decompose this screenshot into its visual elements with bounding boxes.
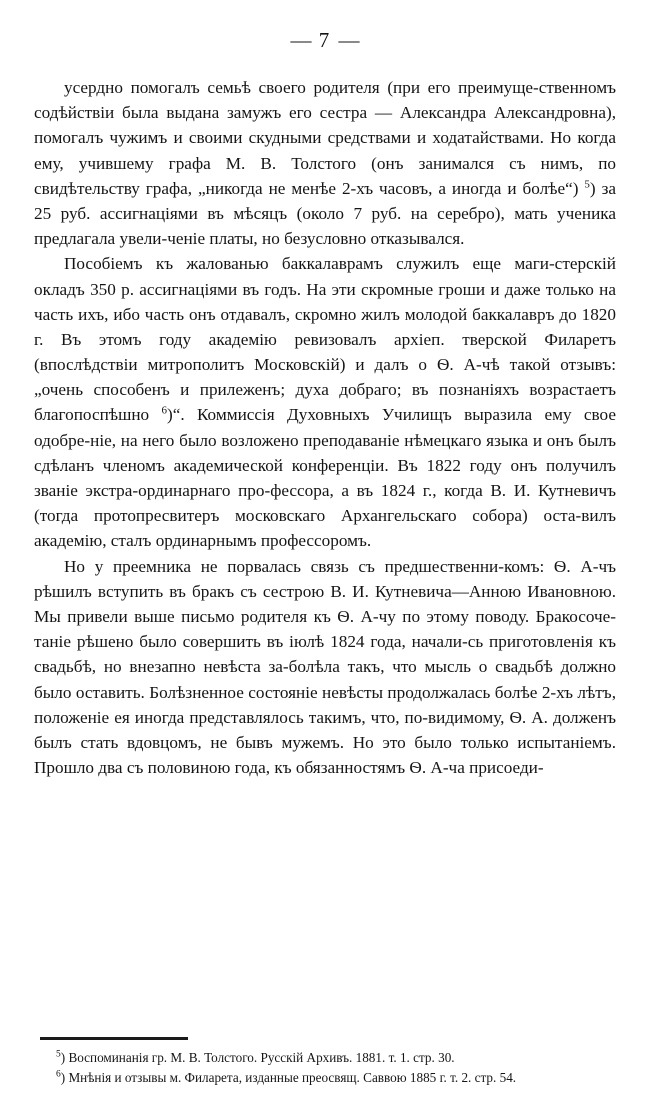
paragraph-3 <box>34 554 616 781</box>
paragraph-3-text: Но у преемника не порвалась связь съ предшественни-комъ: Ѳ. А-чъ рѣшилъ вступить въ бракъ съ сестрою В. И. Кутневича—Анною Ивановною. Мы привели выше письмо родителя къ Ѳ. А-чу по этому поводу. Бракосоче-таніе рѣшено было совершить въ іюлѣ 1824 года, начали-сь приготовленія къ свадьбѣ, но внезапно невѣста за-болѣла такъ, что мысль о свадьбѣ должно было оставить. Болѣзненное состояніе невѣсты продолжалась болѣе 2-хъ лѣтъ, положеніе ея иногда представлялось такимъ, что, по-видимому, Ѳ. А. долженъ былъ стать вдовцомъ, не бывъ мужемъ. Но это было только испытаніемъ. Прошло два съ половиною года, къ обязанностямъ Ѳ. А-ча присоеди- <box>34 556 616 778</box>
footnote-ref-6[interactable]: 6 <box>161 404 167 417</box>
footnote-divider <box>40 1037 188 1040</box>
footnote-area <box>34 1037 616 1089</box>
paragraph-2-text: Пособіемъ къ жалованью баккалаврамъ служилъ еще маги-стерскій окладъ 350 р. ассигнаціями въ годъ. На эти скромные гроши и даже только на часть ихъ, ибо часть онъ отдавалъ, скромно жилъ молодой баккалавръ до 1820 г. Въ этомъ году академію ревизовалъ архіеп. тверской Филаретъ (впослѣдствіи митрополитъ Московскій) и далъ о Ѳ. А-чѣ такой отзывъ: „очень способенъ и прилеженъ; духа добраго; въ познаніяхъ возрастаетъ благопоспѣшно <box>34 254 616 425</box>
paragraph-1-text: усердно помогалъ семьѣ своего родителя (при его преимуще-ственномъ содѣйствіи была выдана замужъ его сестра — Александра Александровна), помогалъ чужимъ и своими скудными средствами и ходатайствами. Но когда ему, учившему графа М. В. Толстого (онъ занимался съ нимъ, по свидѣтельству графа, „никогда не менѣе 2-хъ часовъ, а иногда и болѣе“) <box>34 78 616 198</box>
footnote-6 <box>34 1069 616 1087</box>
footnote-5-marker: 5 <box>56 1049 61 1060</box>
page-number-dash-right: — <box>338 28 360 52</box>
page-header <box>34 28 616 53</box>
page-number-dash-left: — <box>290 28 312 52</box>
footnote-6-marker: 6 <box>56 1069 61 1080</box>
footnote-6-text: ) Мнѣнія и отзывы м. Филарета, изданные преосвящ. Саввою 1885 г. т. 2. стр. 54. <box>60 1070 517 1086</box>
page-number: 7 <box>318 28 332 52</box>
footnote-ref-5[interactable]: 5 <box>584 178 590 191</box>
footnote-5-text: ) Воспоминанія гр. М. В. Толстого. Русскій Архивъ. 1881. т. 1. стр. 30. <box>60 1050 455 1066</box>
paragraph-2 <box>34 251 616 553</box>
body-text <box>34 75 616 780</box>
paragraph-2-text-after: )“. Коммиссія Духовныхъ Училищъ выразила ему свое одобре-ніе, на него было возложено преподаваніе нѣмецкаго языка и онъ былъ сдѣланъ членомъ академической конференціи. Въ 1822 году онъ получилъ званіе экстра-ординарнаго про-фессора, а въ 1824 г., когда В. И. Кутневичъ (тогда протопресвитеръ московскаго Архангельскаго собора) оста-вилъ академію, сталъ ординарнымъ профессоромъ. <box>34 405 616 551</box>
paragraph-1 <box>34 75 616 251</box>
footnote-5 <box>34 1049 616 1067</box>
paragraph-1-text-after: ) за 25 руб. ассигнаціями въ мѣсяцъ (около 7 руб. на серебро), мать ученика предлагала увели-ченіе платы, но безусловно отказывался. <box>34 178 616 249</box>
